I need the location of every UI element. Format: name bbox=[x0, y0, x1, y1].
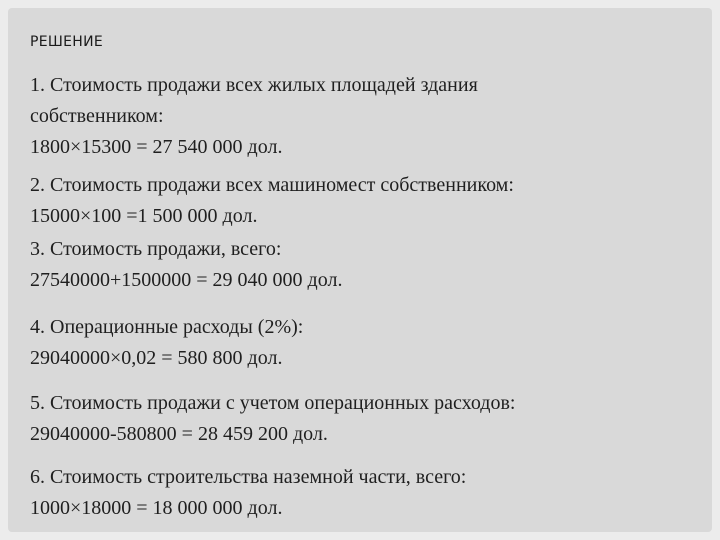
solution-item-6 bbox=[30, 462, 700, 524]
item-line: собственником: bbox=[30, 105, 164, 127]
solution-item-2 bbox=[30, 170, 700, 232]
item-line: 1000×18000 = 18 000 000 дол. bbox=[30, 497, 283, 519]
item-line: 4. Операционные расходы (2%): bbox=[30, 316, 304, 338]
slide-title: РЕШЕНИЕ bbox=[30, 34, 104, 50]
item-line: 1800×15300 = 27 540 000 дол. bbox=[30, 136, 283, 158]
item-line: 29040000×0,02 = 580 800 дол. bbox=[30, 347, 283, 369]
solution-item-5 bbox=[30, 388, 700, 450]
item-line: 15000×100 =1 500 000 дол. bbox=[30, 205, 258, 227]
item-line: 3. Стоимость продажи, всего: bbox=[30, 238, 282, 260]
item-line: 29040000-580800 = 28 459 200 дол. bbox=[30, 423, 328, 445]
solution-item-3 bbox=[30, 234, 700, 296]
item-line: 1. Стоимость продажи всех жилых площадей здания bbox=[30, 74, 478, 96]
item-line: 2. Стоимость продажи всех машиномест собственником: bbox=[30, 174, 514, 196]
solution-item-4 bbox=[30, 312, 700, 374]
item-line: 5. Стоимость продажи с учетом операционных расходов: bbox=[30, 392, 516, 414]
slide bbox=[8, 8, 712, 532]
item-line: 6. Стоимость строительства наземной части, всего: bbox=[30, 466, 467, 488]
solution-item-1 bbox=[30, 70, 700, 163]
item-line: 27540000+1500000 = 29 040 000 дол. bbox=[30, 269, 343, 291]
